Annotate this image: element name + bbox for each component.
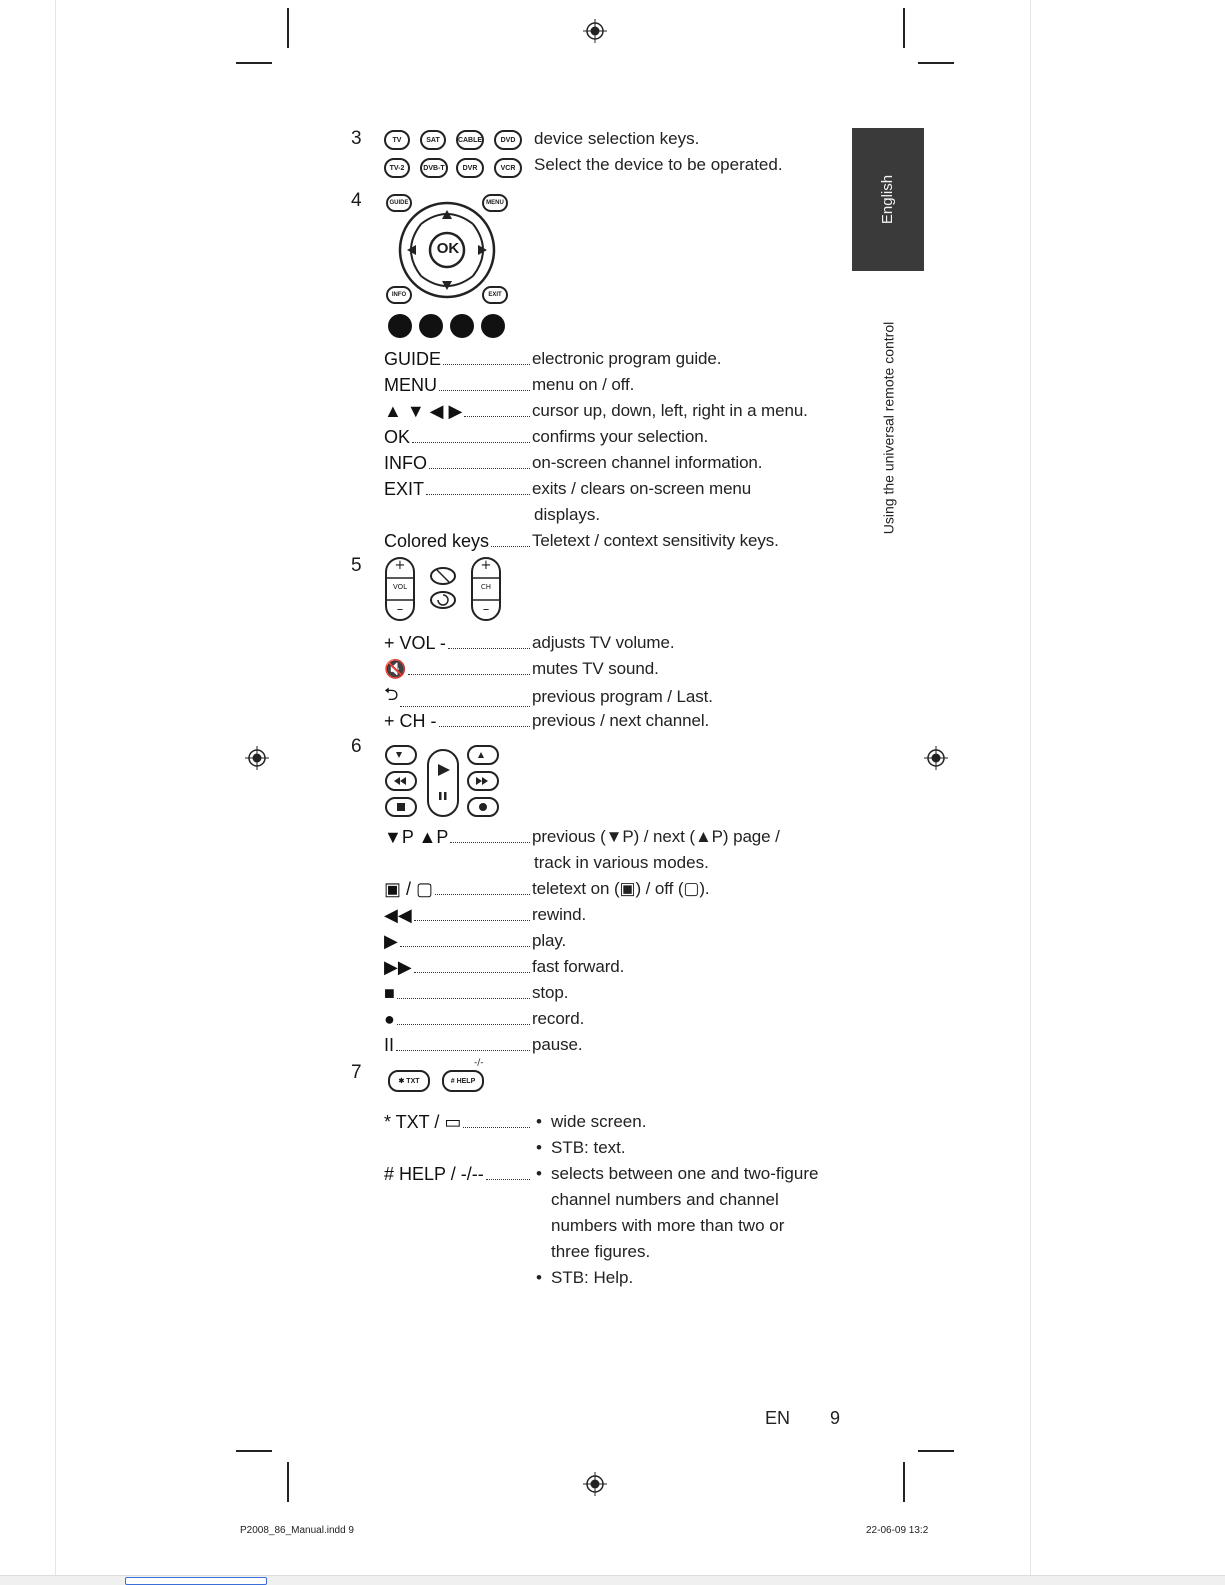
section-number-5: 5 [351, 555, 362, 576]
desc-last: previous program / Last. [532, 687, 713, 706]
desc-exit: exits / clears on-screen menu [532, 479, 752, 498]
crop-mark-top-right-v [903, 8, 905, 48]
row-record [384, 1006, 842, 1032]
row-stop [384, 980, 842, 1006]
dvr-key: DVR [456, 158, 484, 178]
term-rewind-icon: ◀◀ [384, 904, 412, 925]
chapter-side-title [876, 300, 900, 565]
crop-mark-top-right-h [918, 62, 954, 64]
desc-play: play. [532, 931, 567, 950]
term-colored-keys: Colored keys [384, 530, 490, 551]
vol-minus-label: – [396, 602, 404, 617]
vol-label: VOL [392, 583, 408, 591]
desc-colored-keys: Teletext / context sensitivity keys. [532, 531, 779, 550]
help-key: # HELP [442, 1070, 484, 1092]
page-edge-right [1030, 0, 1031, 1585]
desc-cursor: cursor up, down, left, right in a menu. [532, 401, 808, 420]
row-colored-keys [384, 528, 842, 554]
row-cursor [384, 398, 842, 424]
help-continued-2: numbers with more than two or [551, 1216, 785, 1235]
playback-keys-icon [384, 738, 504, 820]
ch-label: CH [480, 583, 492, 591]
crop-mark-bottom-right-v [903, 1462, 905, 1502]
row-page [384, 824, 842, 850]
desc-info: on-screen channel information. [532, 453, 763, 472]
term-stop-icon: ■ [384, 982, 395, 1003]
desc-mute: mutes TV sound. [532, 659, 659, 678]
term-record-icon: ● [384, 1008, 395, 1029]
term-page: ▼P ▲P [384, 826, 449, 847]
term-info: INFO [384, 452, 427, 473]
ch-minus-label: – [482, 602, 490, 617]
term-guide: GUIDE [384, 348, 442, 369]
footer-timestamp: 22-06-09 13:2 [866, 1525, 929, 1536]
info-key: INFO [386, 286, 412, 304]
desc-menu: menu on / off. [532, 375, 635, 394]
term-fast-forward-icon: ▶▶ [384, 956, 412, 977]
scrollbar-thumb[interactable] [125, 1577, 267, 1585]
menu-key: MENU [482, 194, 508, 212]
row-menu [384, 372, 842, 398]
dvd-key: DVD [494, 130, 522, 150]
row-info [384, 450, 842, 476]
row-rewind [384, 902, 842, 928]
section-number-4: 4 [351, 190, 362, 211]
registration-mark-top-icon [583, 19, 607, 43]
bullet-stb-text: • STB: text. [536, 1138, 626, 1157]
term-mute-icon: 🔇 [384, 658, 407, 679]
desc-channel: previous / next channel. [532, 711, 710, 730]
term-play-icon: ▶ [384, 930, 398, 951]
help-continued-3: three figures. [551, 1242, 651, 1261]
row-volume [384, 630, 842, 656]
bullet-wide-screen: • wide screen. [536, 1112, 647, 1131]
guide-key: GUIDE [386, 194, 412, 212]
term-channel: + CH - [384, 710, 437, 731]
colored-keys-icon [387, 313, 507, 341]
row-channel [384, 708, 842, 734]
cable-key: CABLE [456, 130, 484, 150]
desc-page-continued: track in various modes. [534, 853, 709, 872]
vol-plus-label: + [394, 558, 406, 573]
section-number-7: 7 [351, 1062, 362, 1083]
term-ok: OK [384, 426, 411, 447]
term-txt: * TXT / ▭ [384, 1112, 462, 1132]
bullet-help-text: selects between one and two-figure [551, 1164, 819, 1183]
row-help [384, 1164, 532, 1185]
page-edge-left [55, 0, 56, 1585]
row-play [384, 928, 842, 954]
ch-plus-label: + [480, 558, 492, 573]
tv-key: TV [384, 130, 410, 150]
row-ok [384, 424, 842, 450]
row-exit [384, 476, 842, 502]
row-teletext [384, 876, 842, 902]
row-pause [384, 1032, 842, 1058]
crop-mark-bottom-right-h [918, 1450, 954, 1452]
desc-rewind: rewind. [532, 905, 587, 924]
desc-pause: pause. [532, 1035, 583, 1054]
desc-exit-continued: displays. [534, 505, 601, 524]
term-teletext: ▣ / ▢ [384, 878, 434, 899]
desc-guide: electronic program guide. [532, 349, 722, 368]
bullet-stb-help: • STB: Help. [536, 1268, 634, 1287]
language-tab-label: English [879, 174, 897, 225]
desc-page: previous (▼P) / next (▲P) page / [532, 827, 780, 846]
registration-mark-bottom-icon [583, 1472, 607, 1496]
bullet-help: • selects between one and two-figure [536, 1164, 819, 1183]
chapter-side-title-text: Using the universal remote control [880, 321, 897, 535]
term-menu: MENU [384, 374, 437, 395]
section-number-6: 6 [351, 736, 362, 757]
term-volume: + VOL - [384, 632, 446, 653]
bullet-stb-text-text: STB: text. [551, 1138, 626, 1157]
desc-record: record. [532, 1009, 585, 1028]
tv2-key: TV-2 [384, 158, 410, 178]
ok-key-label: OK [436, 240, 460, 257]
crop-mark-top-left-v [287, 8, 289, 48]
row-guide [384, 346, 842, 372]
help-continued-1: channel numbers and channel [551, 1190, 779, 1209]
horizontal-scrollbar[interactable] [0, 1575, 1225, 1585]
sat-key: SAT [420, 130, 446, 150]
row-fast-forward [384, 954, 842, 980]
dvbt-key: DVB-T [420, 158, 448, 178]
page-language-label: EN [765, 1408, 791, 1428]
crop-mark-bottom-left-v [287, 1462, 289, 1502]
registration-mark-right-icon [924, 746, 948, 770]
desc-ok: confirms your selection. [532, 427, 709, 446]
txt-key: ✱ TXT [388, 1070, 430, 1092]
registration-mark-left-icon [245, 746, 269, 770]
help-key-top-label: -/- [474, 1058, 484, 1068]
crop-mark-top-left-h [236, 62, 272, 64]
term-last-icon: ⮌ [384, 684, 399, 704]
section-number-3: 3 [351, 128, 362, 149]
exit-key: EXIT [482, 286, 508, 304]
crop-mark-bottom-left-h [236, 1450, 272, 1452]
page-number: 9 [830, 1408, 841, 1428]
device-keys-desc-2: Select the device to be operated. [534, 155, 783, 174]
row-txt [384, 1112, 532, 1133]
bullet-wide-screen-text: wide screen. [551, 1112, 647, 1131]
row-mute [384, 656, 842, 682]
footer-filename: P2008_86_Manual.indd 9 [240, 1525, 354, 1536]
language-tab [852, 128, 924, 271]
desc-teletext: teletext on (▣) / off (▢). [532, 879, 710, 898]
desc-stop: stop. [532, 983, 569, 1002]
device-keys-desc-1: device selection keys. [534, 129, 700, 148]
term-exit: EXIT [384, 478, 425, 499]
term-pause-icon: II [384, 1034, 395, 1055]
vcr-key: VCR [494, 158, 522, 178]
desc-fast-forward: fast forward. [532, 957, 625, 976]
term-cursor: ▲ ▼ ◀ ▶ [384, 400, 463, 421]
desc-volume: adjusts TV volume. [532, 633, 675, 652]
term-help: # HELP / -/-- [384, 1164, 484, 1184]
bullet-stb-help-text: STB: Help. [551, 1268, 634, 1287]
